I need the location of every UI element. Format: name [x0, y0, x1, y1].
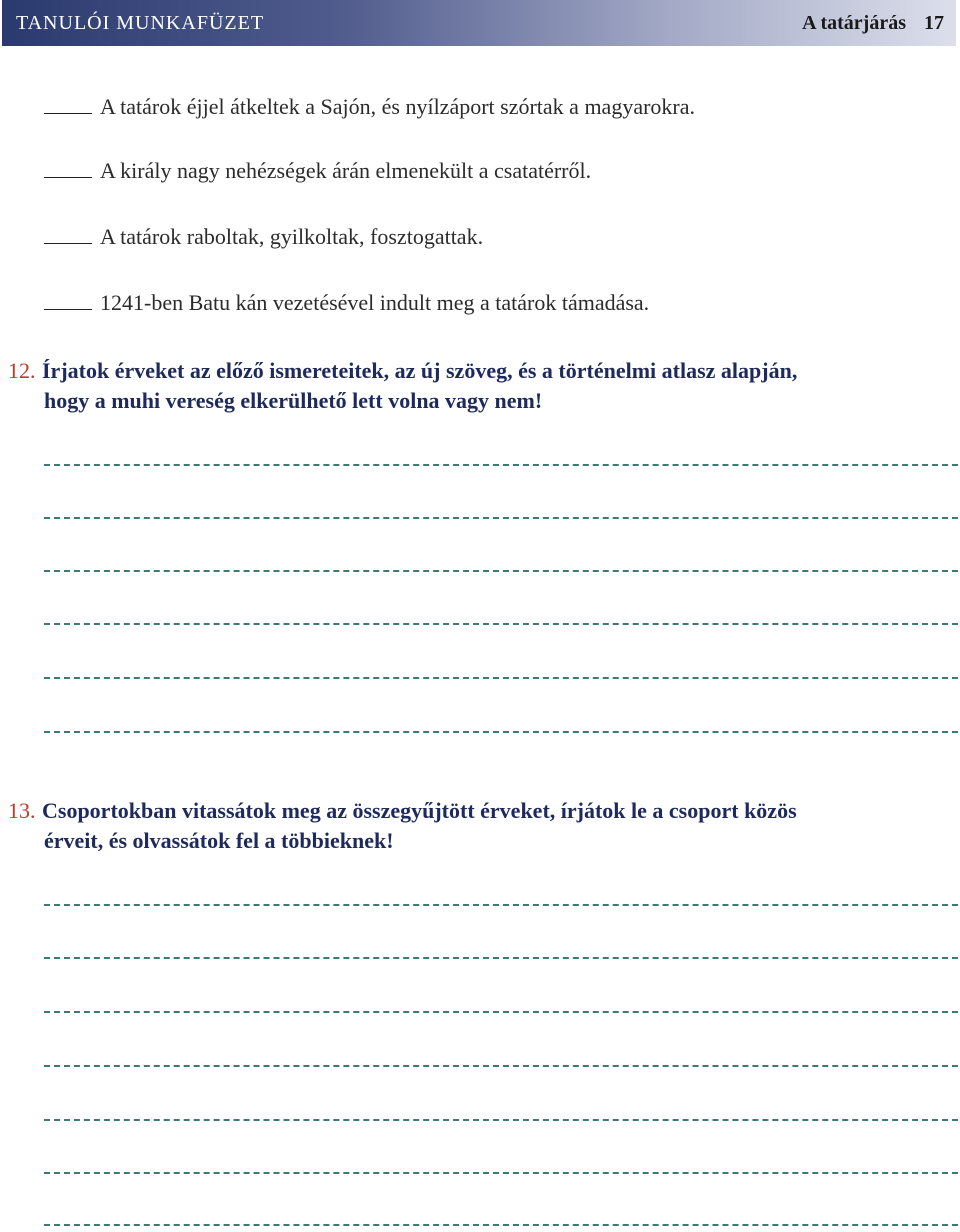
chapter-title: A tatárjárás	[802, 12, 906, 34]
statement-text: A tatárok raboltak, gyilkoltak, fosztogattak.	[100, 224, 484, 249]
statement-item	[44, 224, 483, 254]
answer-blank[interactable]	[44, 95, 92, 114]
task-instruction-cont: hogy a muhi vereség elkerülhető lett volna vagy nem!	[44, 388, 543, 413]
task-number: 13.	[8, 798, 36, 823]
writing-line[interactable]	[44, 623, 958, 625]
writing-line[interactable]	[44, 677, 958, 679]
answer-blank[interactable]	[44, 159, 92, 178]
writing-line[interactable]	[44, 570, 958, 572]
task-instruction: Csoportokban vitassátok meg az összegyűjtött érveket, írjátok le a csoport közös	[42, 798, 797, 823]
writing-line[interactable]	[44, 904, 958, 906]
statement-item	[44, 94, 695, 124]
writing-line[interactable]	[44, 1172, 958, 1174]
task-13	[8, 796, 958, 856]
answer-blank[interactable]	[44, 291, 92, 310]
task-number: 12.	[8, 358, 36, 383]
writing-line[interactable]	[44, 1065, 958, 1067]
statement-text: A tatárok éjjel átkeltek a Sajón, és nyílzáport szórtak a magyarokra.	[100, 94, 695, 119]
statement-text: 1241-ben Batu kán vezetésével indult meg a tatárok támadása.	[100, 290, 650, 315]
writing-line[interactable]	[44, 1224, 958, 1226]
statement-text: A király nagy nehézségek árán elmenekült a csatatérről.	[100, 158, 592, 183]
task-12	[8, 356, 958, 416]
writing-line[interactable]	[44, 1011, 958, 1013]
writing-line[interactable]	[44, 464, 958, 466]
statement-item	[44, 290, 649, 320]
writing-line[interactable]	[44, 517, 958, 519]
writing-line[interactable]	[44, 957, 958, 959]
page-header	[2, 0, 956, 46]
workbook-title: TANULÓI MUNKAFÜZET	[16, 12, 265, 34]
task-instruction-cont: érveit, és olvassátok fel a többieknek!	[44, 828, 394, 853]
chapter-header	[802, 12, 944, 35]
page-number: 17	[924, 12, 944, 34]
statement-item	[44, 158, 591, 188]
writing-line[interactable]	[44, 1119, 958, 1121]
task-instruction: Írjatok érveket az előző ismereteitek, az új szöveg, és a történelmi atlasz alapján,	[42, 358, 798, 383]
writing-line[interactable]	[44, 731, 958, 733]
answer-blank[interactable]	[44, 225, 92, 244]
